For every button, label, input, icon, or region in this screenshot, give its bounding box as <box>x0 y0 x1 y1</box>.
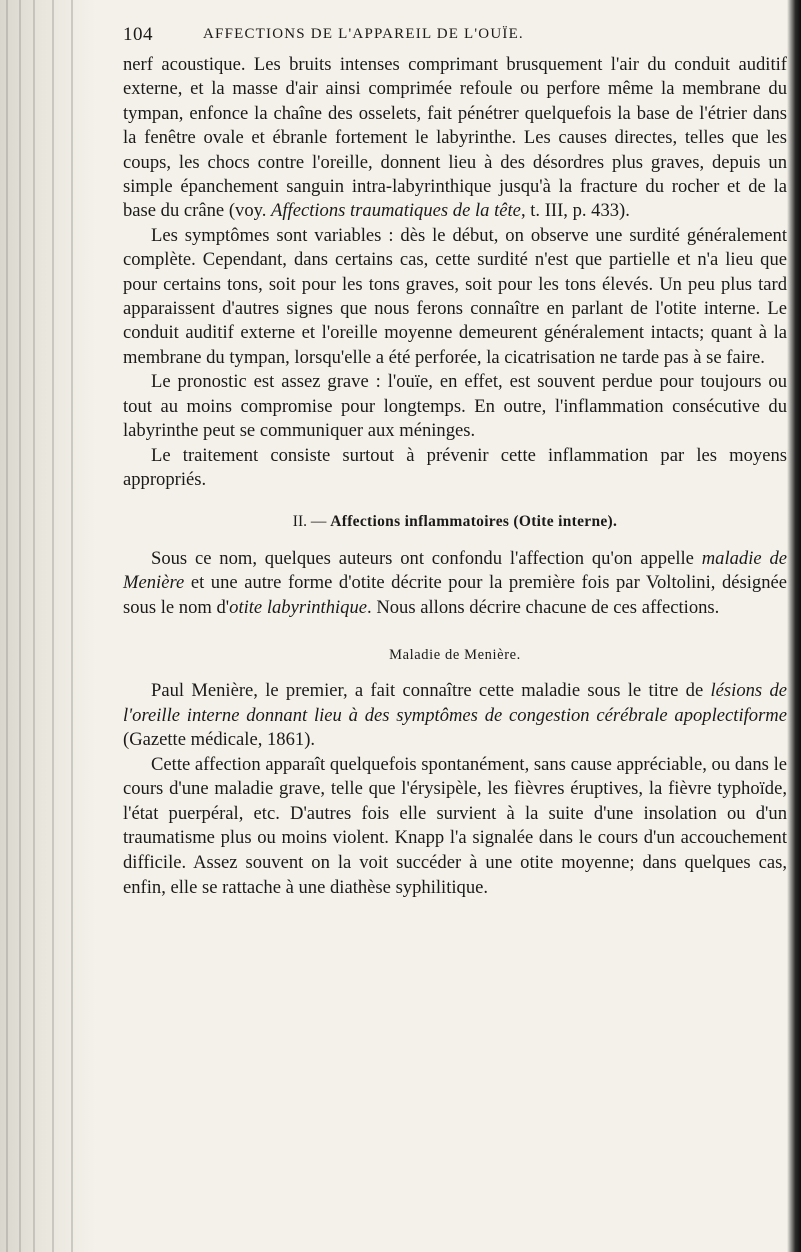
paragraph: Les symptômes sont variables : dès le début, on observe une surdité généralement complète. Cependant, dans certains cas, cette surdité n'est que partielle et n'a lieu que pour certains tons, soit pour les tons graves, soit pour les tons élevés. Un peu plus tard apparaissent d'autres signes que nous ferons connaître en parlant de l'otite interne. Le conduit auditif externe et l'oreille moyenne demeurent généralement intacts; quant à la membrane du tympan, lorsqu'elle a été perforée, la cicatrisation ne tarde pas à se faire. <box>123 224 787 368</box>
scanned-right-edge <box>787 0 801 1252</box>
section-number: II. — <box>292 513 331 531</box>
paragraph-text: Sous ce nom, quelques auteurs ont confondu l'affection qu'on appelle <box>151 547 702 569</box>
section-title: Affections inflammatoires (Otite interne). <box>330 513 618 531</box>
paragraph-text: . Nous allons décrire chacune de ces affections. <box>367 596 720 618</box>
paragraph-text: , t. III, p. 433). <box>520 200 630 222</box>
paragraph: Cette affection apparaît quelquefois spontanément, sans cause appréciable, ou dans le cours d'une maladie grave, telle que l'érysipèle, les fièvres éruptives, la fièvre typhoïde, l'état puerpéral, etc. D'autres fois elle survient à la suite d'une insolation ou d'un traumatisme plus ou moins violent. Knapp l'a signalée dans le cours d'un accouchement difficile. Assez souvent on la voit succéder à une otite moyenne; dans quelques cas, enfin, elle se rattache à une diathèse syphilitique. <box>123 753 787 898</box>
paragraph-text: Paul Menière, le premier, a fait connaître cette maladie sous le titre de <box>151 679 711 701</box>
section-heading <box>123 510 787 534</box>
paragraph: Le pronostic est assez grave : l'ouïe, en effet, est souvent perdue pour toujours ou tout au moins compromise pour longtemps. En outre, l'inflammation consécutive du labyrinthe peut se communiquer aux méninges. <box>123 371 787 442</box>
paragraph-text: nerf acoustique. Les bruits intenses comprimant brusquement l'air du conduit auditif externe, et la masse d'air ainsi comprimée refoule ou perfore même la membrane du tympan, enfonce la chaîne des osselets, fait pénétrer quelquefois la base de l'étrier dans la fenêtre ovale et ébranle fortement le labyrinthe. Les causes directes, telles que les coups, les chocs contre l'oreille, donnent lieu à des désordres plus graves, depuis un simple épanchement sanguin intra-labyrinthique jusqu'à la fracture du rocher et de la base du crâne (voy. <box>123 54 787 222</box>
italic-reference: Affections traumatiques de la tête <box>271 200 521 222</box>
paragraph-text: et une autre forme d'otite décrite pour la première fois par Voltolini, désignée sous le nom d' <box>123 572 787 618</box>
body-text <box>123 53 787 900</box>
running-head <box>123 24 787 50</box>
paragraph <box>123 679 787 753</box>
paragraph <box>123 547 787 621</box>
scanned-left-margin <box>0 0 96 1252</box>
paragraph: Le traitement consiste surtout à prévenir cette inflammation par les moyens appropriés. <box>123 444 787 490</box>
page-number: 104 <box>123 24 153 45</box>
paragraph-text: (Gazette médicale, 1861). <box>123 729 316 751</box>
subsection-heading: Maladie de Menière. <box>389 646 521 663</box>
paragraph <box>123 53 787 224</box>
running-title: AFFECTIONS DE L'APPAREIL DE L'OUÏE. <box>203 26 524 42</box>
italic-term: maladie de Menière <box>123 547 787 594</box>
italic-term: otite labyrinthique <box>229 596 368 618</box>
italic-title: lésions de l'oreille interne donnant lieu à des symptômes de congestion cérébrale apoplectiforme <box>123 679 787 726</box>
